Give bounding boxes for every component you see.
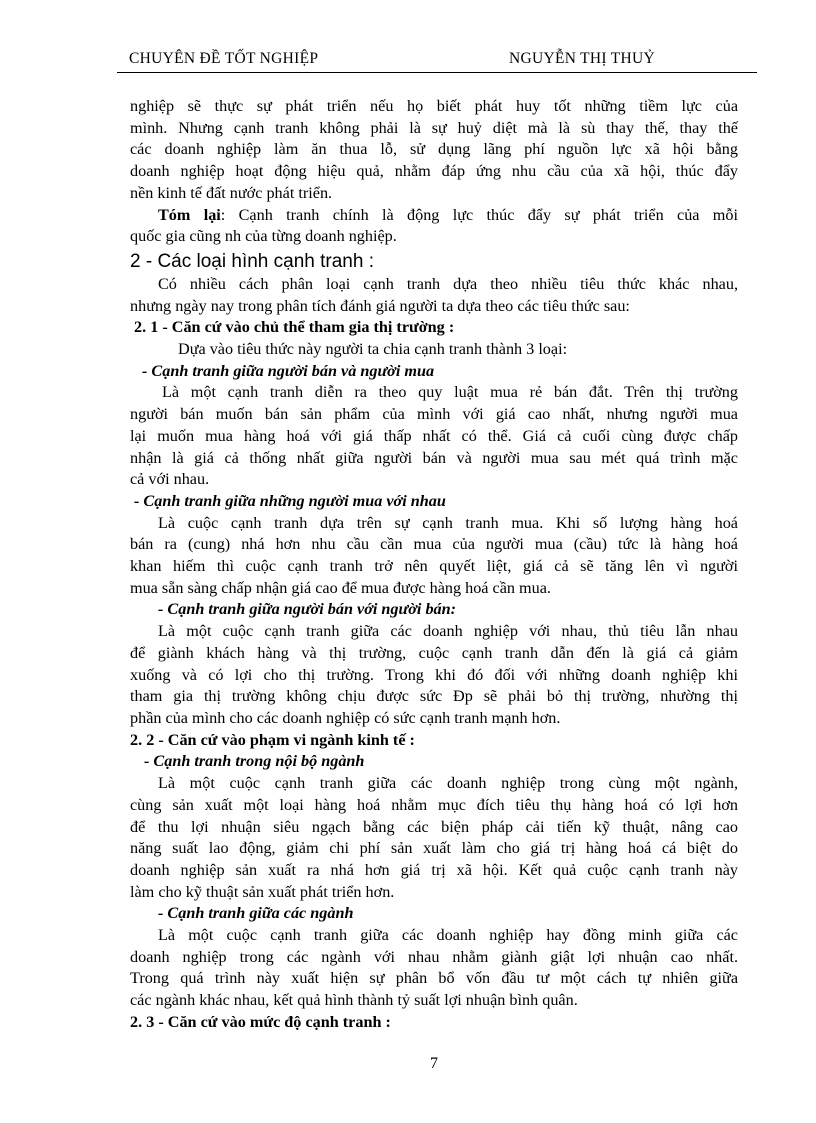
text-line: cả với nhau. (130, 470, 210, 489)
summary-label: Tóm lại (158, 205, 221, 224)
text-line: mua sẵn sàng chấp nhận giá cao để mua được hàng hoá cần mua. (130, 578, 551, 597)
page-content (130, 96, 738, 1034)
text-line: Là cuộc cạnh tranh dựa trên sự cạnh tranh mua. Khi số lượng hàng hoá (158, 513, 738, 532)
item-heading: - Cạnh tranh giữa người bán và người mua (142, 361, 435, 380)
paragraph (130, 274, 738, 317)
paragraph (130, 96, 738, 205)
text-line: Trong quá trình này xuất hiện sự phân bổ vốn đầu tư một cách tự nhiên giữa (130, 969, 738, 988)
paragraph-summary (130, 205, 738, 248)
text-line: nền kinh tế đất nước phát triển. (130, 183, 333, 202)
page-header (117, 50, 757, 73)
item-heading: - Cạnh tranh giữa những người mua với nhau (134, 491, 446, 510)
text-line: để thu lợi nhuận siêu ngạch bằng các biện pháp cải tiến kỹ thuật, nâng cao (130, 817, 738, 836)
section-heading: 2 - Các loại hình cạnh tranh : (130, 250, 374, 272)
text-line: doanh nghiệp sản xuất ra nhá hơn giá trị xã hội. Kết quả cuộc cạnh tranh này (130, 860, 738, 879)
text-line: doanh nghiệp hoạt động hiệu quả, nhằm đáp ứng nhu cầu của xã hội, thúc đẩy (130, 162, 738, 181)
text-line: lại muốn mua hàng hoá với giá thấp nhất có thể. Giá cả cuối cùng được chấp (130, 426, 738, 445)
text-line: xuống và có lợi cho thị trường. Trong khi đó đối với những doanh nghiệp khi (130, 665, 738, 684)
text-line: Là một cuộc cạnh tranh giữa các doanh nghiệp hay đồng minh giữa các (158, 926, 738, 945)
text-line: khan hiếm thì cuộc cạnh tranh trở nên quyết liệt, giá cả sẽ tăng lên vì người (130, 557, 738, 576)
text-line: nghiệp sẽ thực sự phát triển nếu họ biết phát huy tốt những tiềm lực của (130, 97, 738, 115)
text-line: Có nhiều cách phân loại cạnh tranh dựa theo nhiều tiêu thức khác nhau, (158, 274, 738, 293)
text-line: mình. Nhưng cạnh tranh không phải là sự huỷ diệt mà là sù thay thế, thay thế (130, 118, 738, 137)
text-line: người bán muốn bán sản phẩm của mình với giá cao nhất, nhưng người mua (130, 405, 738, 424)
paragraph: Dựa vào tiêu thức này người ta chia cạnh tranh thành 3 loại: (178, 340, 568, 359)
text-line: làm cho kỹ thuật sản xuất phát triển hơn. (130, 882, 395, 901)
text-line: tham gia thị trường không chịu được sức Ðp sẽ phải bỏ thị trường, nhường thị (130, 687, 738, 706)
item-heading: - Cạnh tranh giữa người bán với người bán: (158, 600, 457, 619)
paragraph (130, 513, 738, 600)
subsection-heading: 2. 3 - Căn cứ vào mức độ cạnh tranh : (130, 1012, 391, 1031)
subsection-heading: 2. 1 - Căn cứ vào chủ thể tham gia thị trường : (134, 318, 455, 337)
text-line: để giành khách hàng và thị trường, cuộc cạnh tranh dẫn đến là giá cả giảm (130, 643, 738, 662)
text-line: doanh nghiệp trong các ngành với nhau nhằm giành giật lợi nhuận cao nhất. (130, 947, 738, 966)
item-heading: - Cạnh tranh trong nội bộ ngành (144, 752, 365, 771)
text-line: bán ra (cung) nhá hơn nhu cầu cần mua của người mua (cầu) tức là hàng hoá (130, 535, 738, 554)
text-line: các ngành khác nhau, kết quả hình thành tỷ suất lợi nhuận bình quân. (130, 991, 578, 1010)
text-line: phần của mình cho các doanh nghiệp có sức cạnh tranh mạnh hơn. (130, 708, 561, 727)
header-title: CHUYÊN ĐỀ TỐT NGHIỆP (129, 50, 319, 67)
header-author: NGUYỄN THỊ THUỶ (509, 50, 655, 67)
text-line: : Cạnh tranh chính là động lực thúc đẩy sự phát triển của mỗi (220, 205, 738, 224)
paragraph (130, 382, 738, 491)
page-number: 7 (430, 1055, 438, 1072)
text-line: năng suất lao động, giảm chi phí sản xuất làm cho giá trị hàng hoá cá biệt do (130, 839, 738, 858)
text-line: Là một cạnh tranh diễn ra theo quy luật mua rẻ bán đắt. Trên thị trường (162, 383, 738, 402)
text-line: nhưng ngày nay trong phân tích đánh giá người ta dựa theo các tiêu thức sau: (130, 296, 630, 315)
text-line: Là một cuộc cạnh tranh giữa các doanh nghiệp trong cùng một ngành, (158, 774, 738, 793)
text-line: cùng sản xuất một loại hàng hoá nhằm mục đích tiêu thụ hàng hoá có lợi hơn (130, 795, 738, 814)
text-line: nhận là giá cả thống nhất giữa người bán và người mua sau mét quá trình mặc (130, 448, 738, 467)
paragraph (130, 773, 738, 903)
text-line: các doanh nghiệp làm ăn thua lỗ, sử dụng lãng phí nguồn lực xã hội bằng (130, 140, 738, 159)
text-line: Là một cuộc cạnh tranh giữa các doanh nghiệp với nhau, thủ tiêu lẫn nhau (158, 622, 738, 641)
text-line: quốc gia cũng nh của từng doanh nghiệp. (130, 227, 397, 246)
paragraph (130, 925, 738, 1012)
subsection-heading: 2. 2 - Căn cứ vào phạm vi ngành kinh tế : (130, 730, 415, 749)
paragraph (130, 621, 738, 730)
item-heading: - Cạnh tranh giữa các ngành (158, 904, 354, 923)
